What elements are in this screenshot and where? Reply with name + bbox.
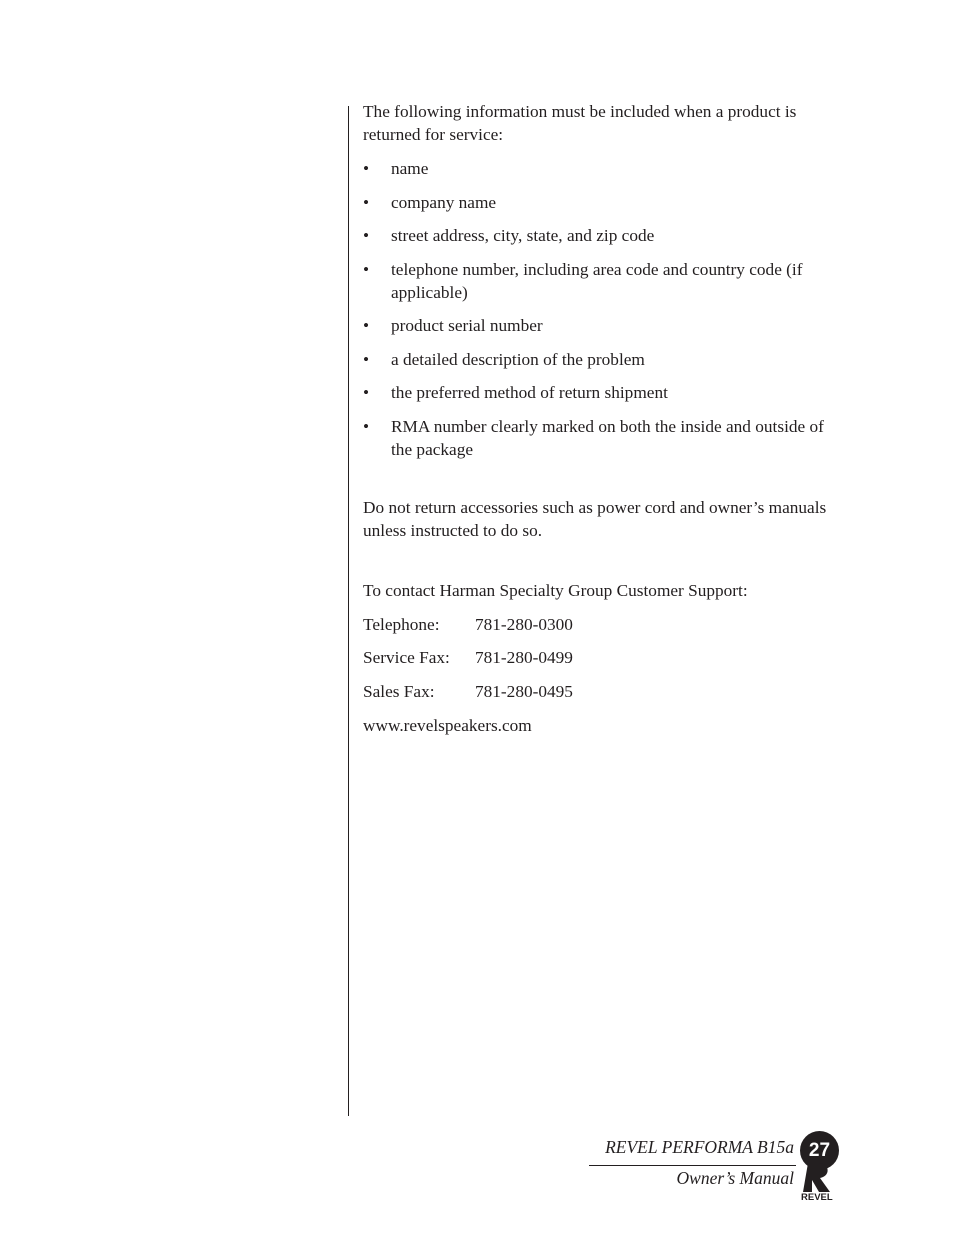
page-number-badge: 27 <box>800 1131 839 1170</box>
svg-text:REVEL: REVEL <box>801 1192 833 1202</box>
footer-subtitle: Owner’s Manual <box>676 1168 794 1188</box>
bullet-icon: • <box>363 192 370 212</box>
contact-label: Service Fax: <box>363 648 450 668</box>
contact-heading: To contact Harman Specialty Group Customer Support: <box>363 580 748 600</box>
intro-paragraph: The following information must be included when a product is returned for service: <box>363 102 797 144</box>
footer-product-title: REVEL PERFORMA B15a <box>605 1137 794 1157</box>
bullet-icon: • <box>363 416 370 436</box>
bullet-icon: • <box>363 159 370 178</box>
bullet-icon: • <box>363 383 370 402</box>
bullet-icon: • <box>363 226 370 245</box>
margin-rule <box>348 106 349 1116</box>
contact-service-fax <box>363 646 838 669</box>
contact-label: Telephone: <box>363 614 440 634</box>
list-item: • company name <box>363 192 497 212</box>
revel-logo-icon <box>800 1160 848 1202</box>
contact-value: 781-280-0495 <box>475 681 573 701</box>
bullet-icon: • <box>363 349 370 369</box>
list-item: • name <box>363 159 429 178</box>
contact-sales-fax <box>363 680 838 703</box>
list-item: • a detailed description of the problem <box>363 349 645 369</box>
required-info-list <box>363 157 838 461</box>
footer-rule <box>589 1165 796 1166</box>
bullet-icon: • <box>363 259 370 279</box>
page-content <box>363 100 838 737</box>
list-item: • RMA number clearly marked on both the inside and outside of the package <box>363 416 824 459</box>
list-item: • the preferred method of return shipment <box>363 383 668 402</box>
contact-value: 781-280-0300 <box>475 614 573 634</box>
accessories-note: Do not return accessories such as power cord and owner’s manuals unless instructed to do so. <box>363 497 827 540</box>
contact-telephone <box>363 613 838 636</box>
website-link[interactable]: www.revelspeakers.com <box>363 715 532 735</box>
contact-value: 781-280-0499 <box>475 648 573 668</box>
list-item: • product serial number <box>363 316 543 335</box>
bullet-icon: • <box>363 316 370 335</box>
list-item: • street address, city, state, and zip code <box>363 226 655 245</box>
list-item: • telephone number, including area code and country code (if applicable) <box>363 259 803 302</box>
contact-label: Sales Fax: <box>363 681 435 701</box>
